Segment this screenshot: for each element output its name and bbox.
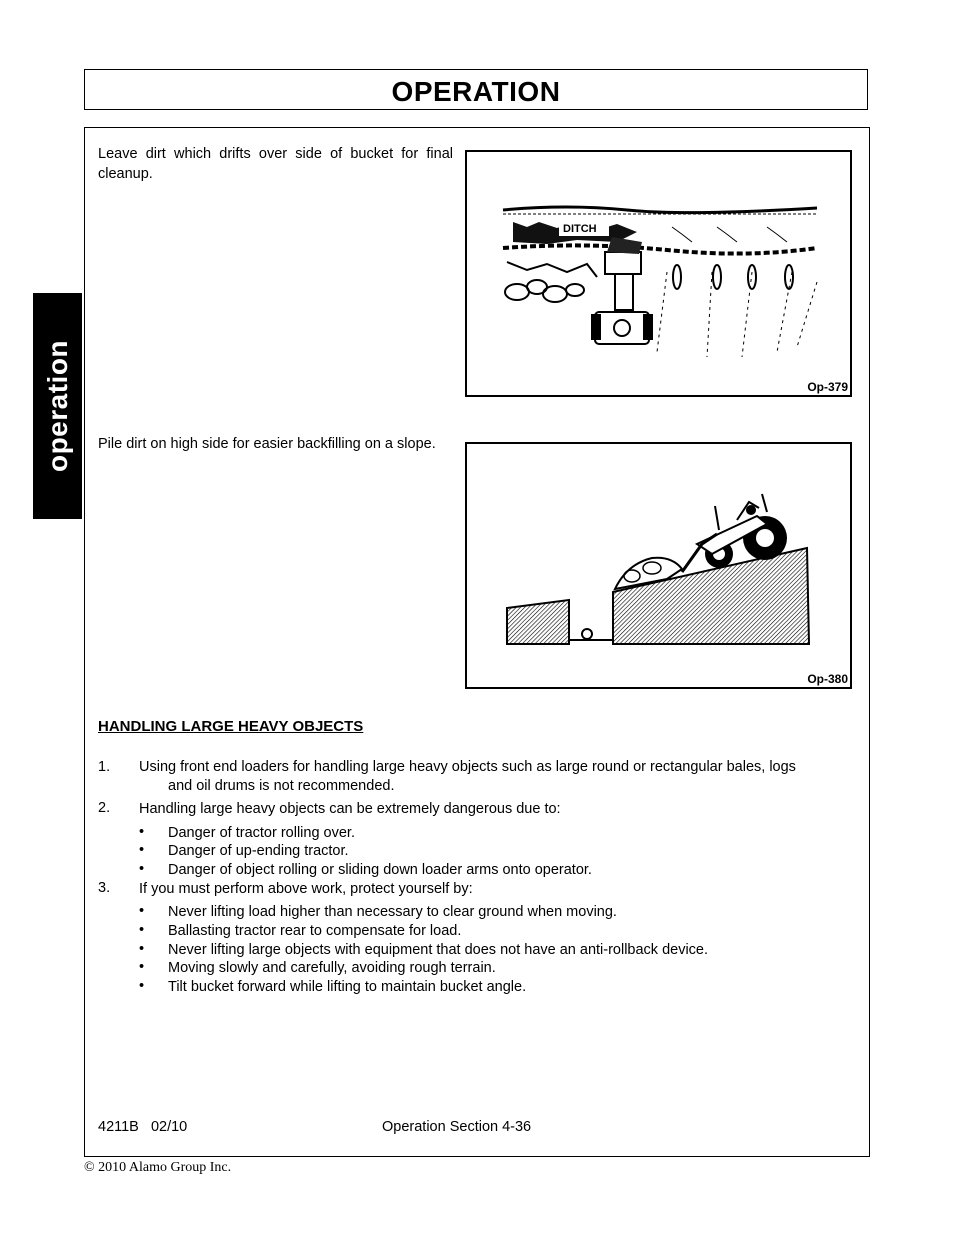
section-heading: HANDLING LARGE HEAVY OBJECTS (98, 718, 364, 735)
bullet-item: Ballasting tractor rear to compensate for load. (168, 923, 462, 939)
list-item-number: 1. (98, 759, 111, 775)
bullet-item: Tilt bucket forward while lifting to maintain bucket angle. (168, 979, 527, 995)
list-item-text: Handling large heavy objects can be extremely dangerous due to: (139, 801, 561, 817)
bullet-item: Never lifting large objects with equipment that does not have an anti-rollback device. (168, 942, 709, 958)
bullet-marker: • (139, 941, 145, 957)
copyright-notice: © 2010 Alamo Group Inc. (84, 1160, 232, 1175)
side-section-tab (33, 293, 82, 519)
footer-doc-id: 4211B 02/10 (98, 1119, 188, 1135)
figure-1-illustration (467, 152, 850, 395)
figure-1-ditch-label: DITCH (563, 223, 597, 235)
list-item-number: 2. (98, 800, 111, 816)
bullet-item: Danger of object rolling or sliding down loader arms onto operator. (168, 862, 592, 878)
bullet-marker: • (139, 978, 145, 994)
bullet-marker: • (139, 824, 145, 840)
figure-1-label: Op-379 (807, 380, 848, 394)
bullet-item: Danger of tractor rolling over. (168, 825, 355, 841)
page-header (84, 69, 868, 110)
figure-2 (465, 442, 852, 689)
bullet-marker: • (139, 922, 145, 938)
bullet-item: Danger of up-ending tractor. (168, 843, 349, 859)
figure-1 (465, 150, 852, 397)
figure-2-label: Op-380 (807, 672, 848, 686)
figure-1-caption: Leave dirt which drifts over side of bucket for final cleanup. (98, 146, 453, 182)
list-item-text: If you must perform above work, protect yourself by: (139, 881, 473, 897)
bullet-marker: • (139, 861, 145, 877)
page-title: OPERATION (391, 76, 561, 107)
bullet-item: Never lifting load higher than necessary to clear ground when moving. (168, 904, 617, 920)
bullet-item: Moving slowly and carefully, avoiding rough terrain. (168, 960, 496, 976)
list-item-text: Using front end loaders for handling large heavy objects such as large round or rectangular bales, logs (139, 759, 796, 775)
figure-2-illustration (467, 444, 850, 687)
list-item-text-continued: and oil drums is not recommended. (168, 778, 395, 794)
figure-2-caption: Pile dirt on high side for easier backfilling on a slope. (98, 436, 436, 452)
bullet-marker: • (139, 842, 145, 858)
side-section-tab-label: operation (41, 339, 73, 473)
bullet-marker: • (139, 903, 145, 919)
bullet-marker: • (139, 959, 145, 975)
list-item-number: 3. (98, 880, 111, 896)
footer-section-page: Operation Section 4-36 (382, 1119, 532, 1135)
